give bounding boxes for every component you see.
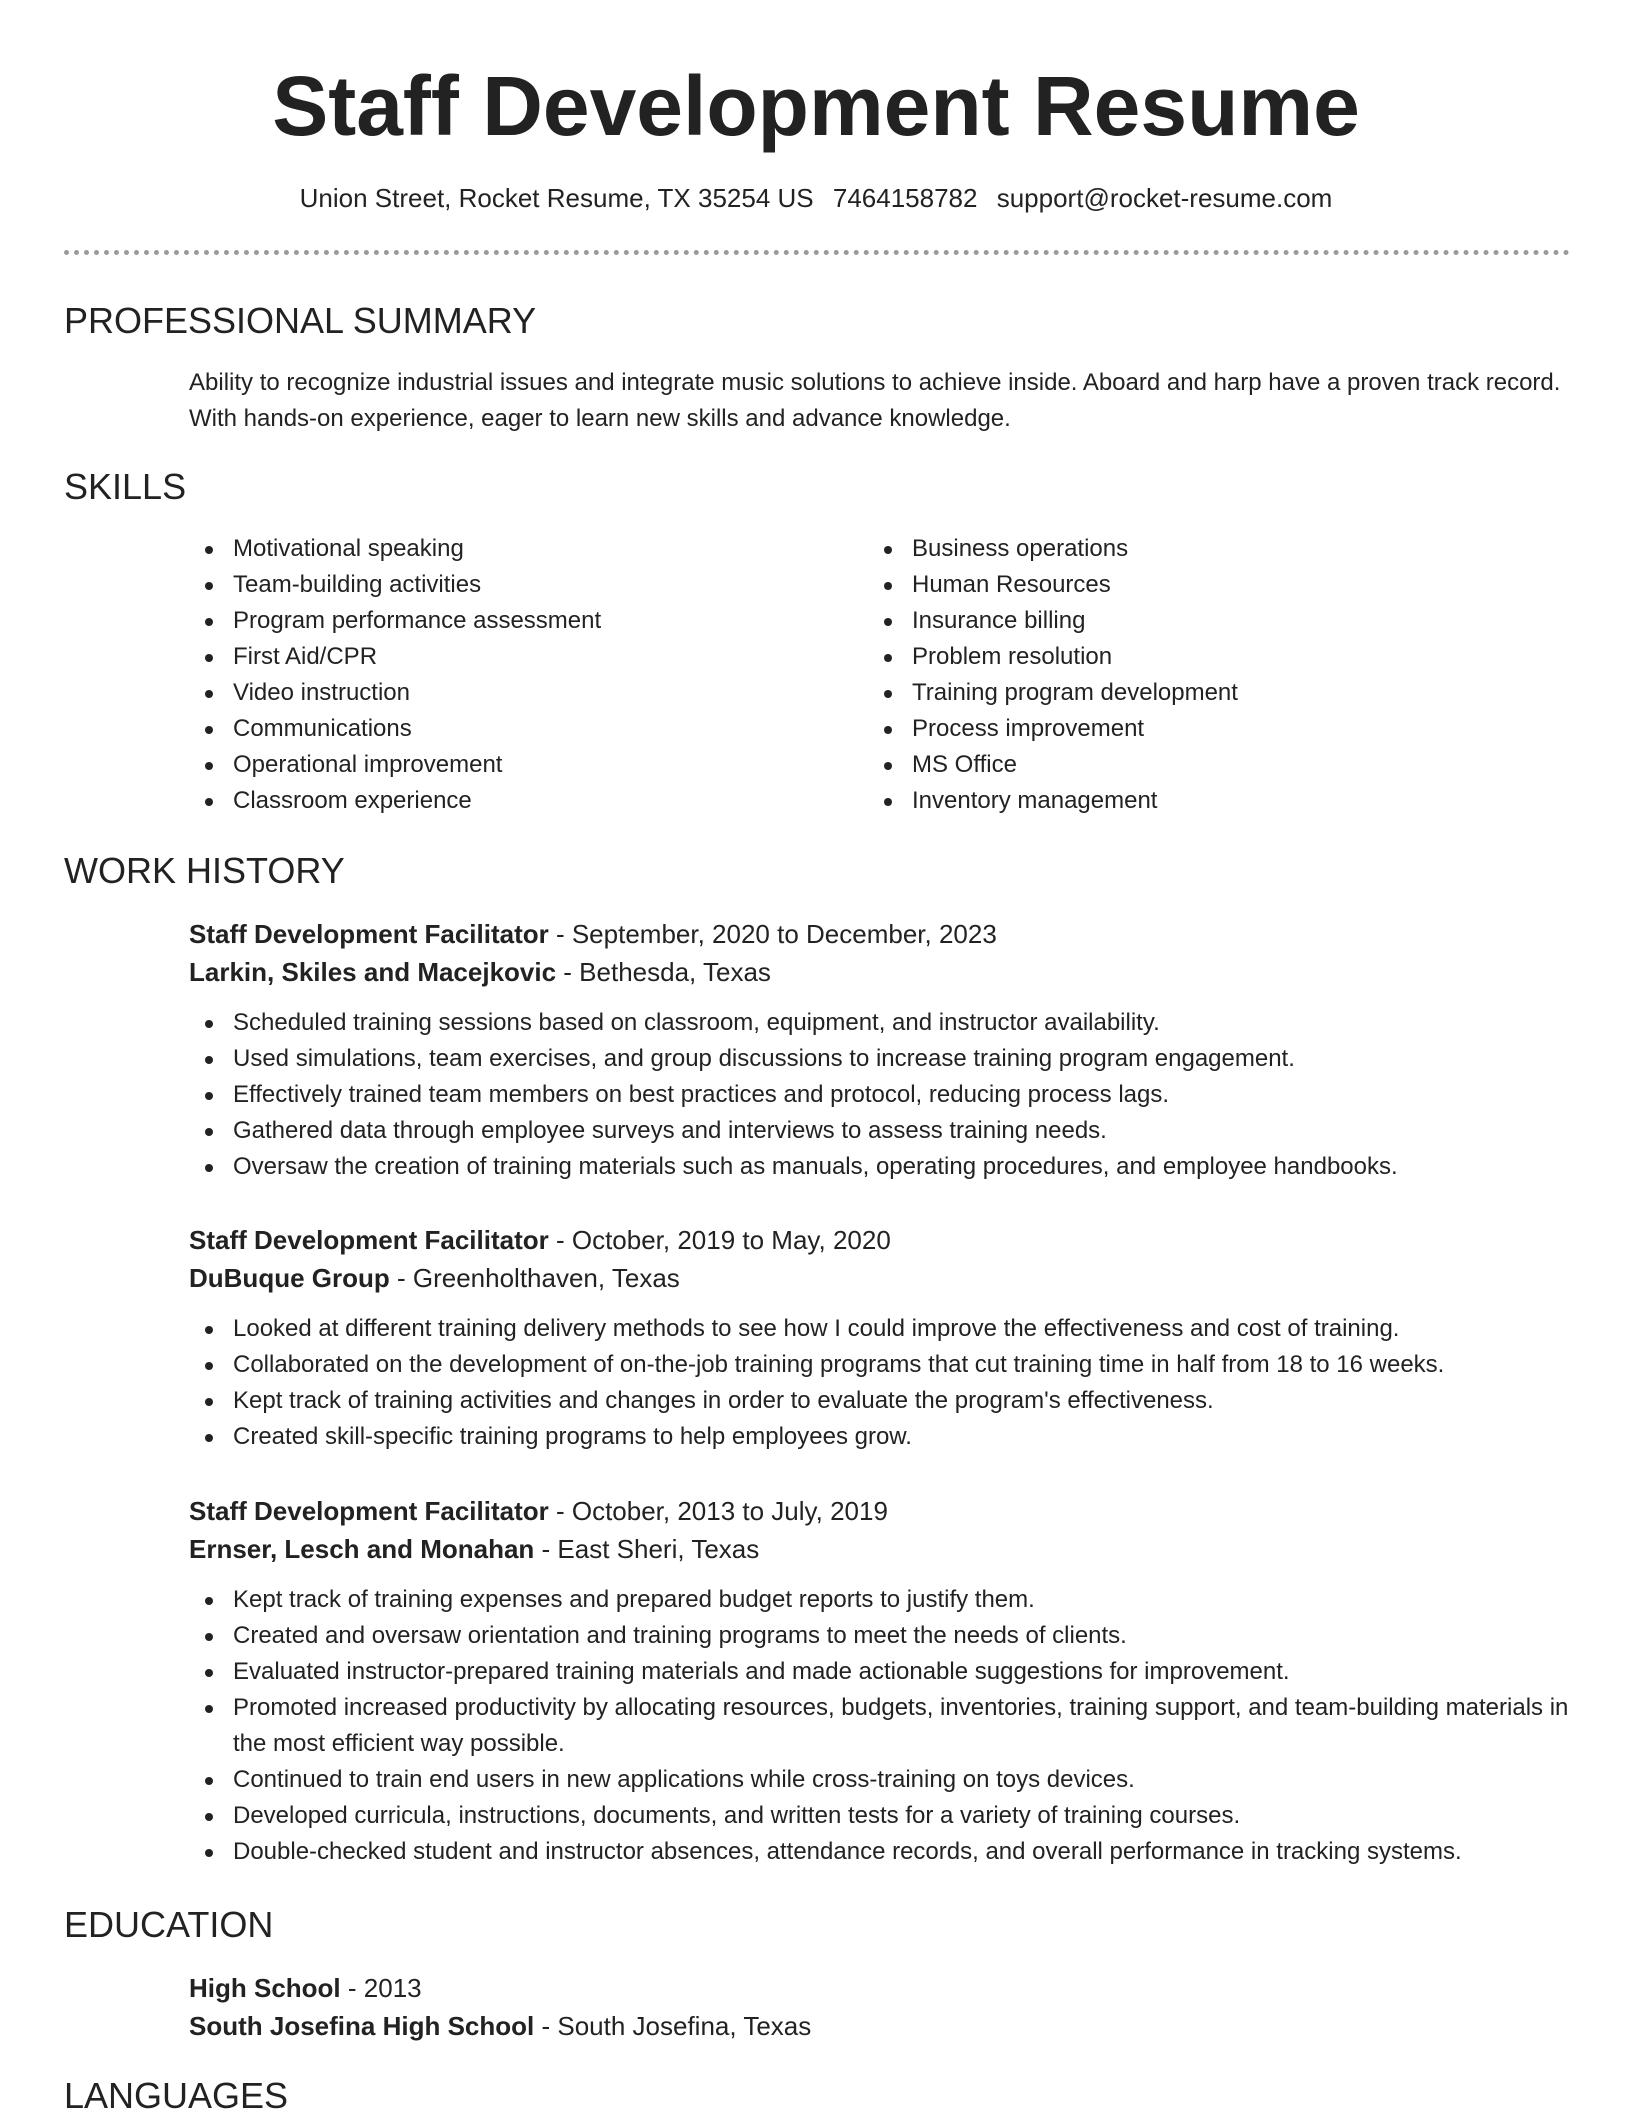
job-bullet: Used simulations, team exercises, and group discussions to increase training program engagement. <box>189 1041 1589 1077</box>
job-bullet: Oversaw the creation of training materials such as manuals, operating procedures, and employee handbooks. <box>189 1149 1589 1185</box>
job-dates: - October, 2019 to May, 2020 <box>548 1225 891 1255</box>
job-title-line <box>189 1221 1589 1259</box>
job-entry <box>189 1492 1589 1870</box>
skill-item: Training program development <box>868 675 1468 711</box>
section-heading-skills: SKILLS <box>64 466 187 507</box>
section-heading-languages: LANGUAGES <box>64 2075 289 2116</box>
skills-list-left <box>189 531 789 819</box>
job-company-line <box>189 1530 1589 1568</box>
skills-list-right <box>868 531 1468 819</box>
job-bullets <box>189 1582 1589 1870</box>
job-bullet: Scheduled training sessions based on classroom, equipment, and instructor availability. <box>189 1005 1589 1041</box>
job-bullet: Double-checked student and instructor absences, attendance records, and overall performance in tracking systems. <box>189 1834 1589 1870</box>
job-title: Staff Development Facilitator <box>189 919 549 949</box>
skill-item: Problem resolution <box>868 639 1468 675</box>
skill-item: Team-building activities <box>189 567 789 603</box>
job-company: Ernser, Lesch and Monahan <box>189 1534 535 1564</box>
skill-item: Classroom experience <box>189 783 789 819</box>
contact-line <box>0 180 1632 216</box>
summary-text: Ability to recognize industrial issues and integrate music solutions to achieve inside. Aboard and harp have a proven track record. With hands-on experience, eager to learn new skills and advance knowledge. <box>189 369 1561 432</box>
job-dates: - October, 2013 to July, 2019 <box>548 1496 888 1526</box>
job-title-line <box>189 1492 1589 1530</box>
job-location: - Bethesda, Texas <box>556 957 771 987</box>
skill-item: Motivational speaking <box>189 531 789 567</box>
job-bullet: Continued to train end users in new applications while cross-training on toys devices. <box>189 1762 1589 1798</box>
job-bullet: Effectively trained team members on best practices and protocol, reducing process lags. <box>189 1077 1589 1113</box>
skill-item: Inventory management <box>868 783 1468 819</box>
page-title: Staff Development Resume <box>272 59 1360 153</box>
job-entry <box>189 915 1589 1185</box>
job-bullet: Created skill-specific training programs to help employees grow. <box>189 1419 1589 1455</box>
skill-item: Communications <box>189 711 789 747</box>
skill-item: Business operations <box>868 531 1468 567</box>
job-bullet: Created and oversaw orientation and training programs to meet the needs of clients. <box>189 1618 1589 1654</box>
skill-item: Video instruction <box>189 675 789 711</box>
skill-item: Process improvement <box>868 711 1468 747</box>
job-bullet: Developed curricula, instructions, documents, and written tests for a variety of training courses. <box>189 1798 1589 1834</box>
education-degree-line <box>189 1969 1589 2007</box>
job-entry <box>189 1221 1589 1455</box>
job-location: - East Sheri, Texas <box>534 1534 760 1564</box>
job-bullet: Promoted increased productivity by allocating resources, budgets, inventories, training support, and team-building materials in the most efficient way possible. <box>189 1690 1589 1762</box>
job-bullet: Gathered data through employee surveys and interviews to assess training needs. <box>189 1113 1589 1149</box>
job-dates: - September, 2020 to December, 2023 <box>548 919 997 949</box>
section-heading-work-history: WORK HISTORY <box>64 850 345 891</box>
job-bullets <box>189 1311 1589 1455</box>
job-location: - Greenholthaven, Texas <box>389 1263 680 1293</box>
education-location: - South Josefina, Texas <box>534 2011 812 2041</box>
education-entry <box>189 1969 1589 2045</box>
job-company-line <box>189 953 1589 991</box>
skill-item: Operational improvement <box>189 747 789 783</box>
skill-item: First Aid/CPR <box>189 639 789 675</box>
skill-item: MS Office <box>868 747 1468 783</box>
contact-email: support@rocket-resume.com <box>996 183 1333 213</box>
education-degree: High School <box>189 1973 341 2003</box>
skill-item: Human Resources <box>868 567 1468 603</box>
contact-address: Union Street, Rocket Resume, TX 35254 US <box>299 183 814 213</box>
job-title: Staff Development Facilitator <box>189 1225 549 1255</box>
job-bullet: Kept track of training expenses and prepared budget reports to justify them. <box>189 1582 1589 1618</box>
education-school: South Josefina High School <box>189 2011 535 2041</box>
job-company-line <box>189 1259 1589 1297</box>
job-bullet: Kept track of training activities and changes in order to evaluate the program's effectiveness. <box>189 1383 1589 1419</box>
job-title-line <box>189 915 1589 953</box>
job-company: DuBuque Group <box>189 1263 390 1293</box>
job-bullet: Looked at different training delivery methods to see how I could improve the effectiveness and cost of training. <box>189 1311 1589 1347</box>
header-divider <box>64 250 1570 255</box>
job-bullet: Evaluated instructor-prepared training materials and made actionable suggestions for improvement. <box>189 1654 1589 1690</box>
skill-item: Program performance assessment <box>189 603 789 639</box>
job-company: Larkin, Skiles and Macejkovic <box>189 957 557 987</box>
section-heading-summary: PROFESSIONAL SUMMARY <box>64 300 537 341</box>
education-school-line <box>189 2007 1589 2045</box>
skill-item: Insurance billing <box>868 603 1468 639</box>
job-bullets <box>189 1005 1589 1185</box>
section-heading-education: EDUCATION <box>64 1904 274 1945</box>
education-year: - 2013 <box>340 1973 422 2003</box>
job-bullet: Collaborated on the development of on-the-job training programs that cut training time in half from 18 to 16 weeks. <box>189 1347 1589 1383</box>
job-title: Staff Development Facilitator <box>189 1496 549 1526</box>
contact-phone: 7464158782 <box>832 183 978 213</box>
